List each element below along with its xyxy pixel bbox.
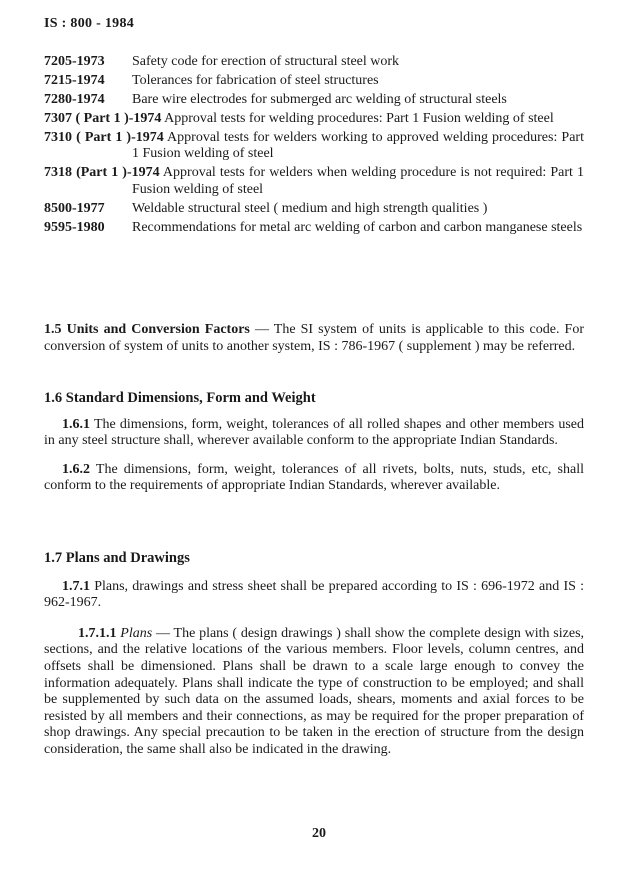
reference-item <box>44 165 584 198</box>
paragraph <box>44 626 584 759</box>
reference-item <box>44 201 584 217</box>
reference-item <box>44 130 584 163</box>
clause-text: The dimensions, form, weight, tolerances of all rivets, bolts, nuts, studs, etc, shall conform to the requirements of appropriate Indian Standards, wherever available. <box>44 461 584 494</box>
clause-text: — The plans ( design drawings ) shall show the complete design with sizes, sections, and the relative locations of the various members. Floor levels, column centres, and offsets shall be dimensioned. Plans shall be drawn to a scale large enough to convey the information adequately. Plans shall indicate the type of construction to be employed; and shall be supplemented by such data on the assumed loads, shears, moments and axial forces to be resisted by all members and their connections, as may be required for the proper preparation of shop drawings. Any special precaution to be taken in the erection of structure from the design consideration, the same shall also be indicated in the drawing. <box>44 625 585 757</box>
reference-title: Approval tests for welders working to approved welding procedures: Part 1 Fusion welding of steel <box>132 130 584 162</box>
reference-item <box>44 92 584 108</box>
reference-title: Approval tests for welders when welding procedure is not required: Part 1 Fusion welding of steel <box>132 165 584 197</box>
paragraph <box>44 579 584 612</box>
standard-header: IS : 800 - 1984 <box>44 16 135 31</box>
clause-number: 1.7.1.1 <box>78 625 117 641</box>
paragraph <box>44 462 584 495</box>
reference-title: Weldable structural steel ( medium and high strength qualities ) <box>132 200 488 216</box>
reference-item <box>44 54 584 70</box>
section-1-6 <box>44 390 584 495</box>
reference-item <box>44 220 584 236</box>
section-text: — The SI system of units is applicable to this code. For conversion of system of units to another system, IS : 786-1967 ( supplement ) may be referred. <box>44 322 584 354</box>
paragraph <box>44 417 584 450</box>
clause-number: 1.6.1 <box>62 416 90 432</box>
clause-text: The dimensions, form, weight, tolerances of all rolled shapes and other members used in any steel structure shall, wherever available conform to the appropriate Indian Standards. <box>44 416 585 449</box>
reference-number: 9595-1980 <box>44 219 105 235</box>
reference-title: Approval tests for welding procedures: Part 1 Fusion welding of steel <box>164 111 554 126</box>
reference-item <box>44 111 584 127</box>
reference-number: 7307 ( Part 1 )-1974 <box>44 111 162 126</box>
section-1-5 <box>44 322 584 355</box>
section-heading: 1.7 Plans and Drawings <box>44 550 190 566</box>
clause-number: 1.6.2 <box>62 461 90 477</box>
clause-number: 1.7.1 <box>62 578 90 594</box>
reference-number: 7318 (Part 1 )-1974 <box>44 165 160 181</box>
reference-title: Safety code for erection of structural steel work <box>132 54 400 69</box>
section-heading: 1.6 Standard Dimensions, Form and Weight <box>44 390 316 406</box>
section-heading: 1.5 Units and Conversion Factors <box>44 322 250 337</box>
reference-number: 7280-1974 <box>44 92 105 107</box>
clause-text: Plans, drawings and stress sheet shall be prepared according to IS : 696-1972 and IS : 962-1967. <box>44 578 584 611</box>
reference-number: 7310 ( Part 1 )-1974 <box>44 130 164 145</box>
section-1-7 <box>44 550 584 759</box>
reference-number: 8500-1977 <box>44 200 105 216</box>
reference-number: 7205-1973 <box>44 54 105 69</box>
reference-number: 7215-1974 <box>44 73 105 88</box>
reference-title: Recommendations for metal arc welding of carbon and carbon manganese steels <box>132 219 583 235</box>
reference-list <box>44 54 584 239</box>
clause-label: Plans <box>120 625 153 641</box>
reference-title: Bare wire electrodes for submerged arc welding of structural steels <box>132 92 507 107</box>
reference-title: Tolerances for fabrication of steel structures <box>132 73 379 88</box>
reference-item <box>44 73 584 89</box>
page-number: 20 <box>312 826 326 841</box>
